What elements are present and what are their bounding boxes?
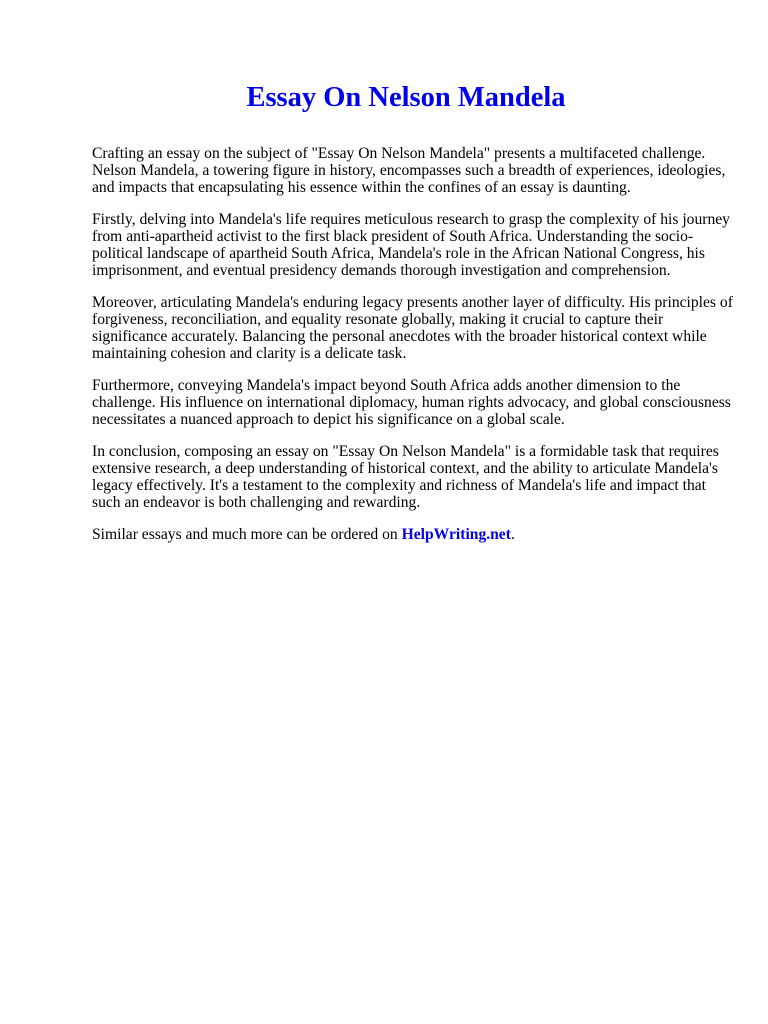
helpwriting-link[interactable]: HelpWriting.net — [401, 526, 511, 543]
paragraph-furthermore: Furthermore, conveying Mandela's impact beyond South Africa adds another dimension to the challenge. His influence on international diplomacy, human rights advocacy, and global consciousness necessitates a nuanced approach to depict his significance on a global scale. — [92, 377, 731, 428]
footer-suffix: . — [510, 526, 515, 543]
essay-body — [92, 145, 736, 558]
paragraph-moreover: Moreover, articulating Mandela's enduring legacy presents another layer of difficulty. His principles of forgiveness, reconciliation, and equality resonate globally, making it crucial to capture their significance accurately. Balancing the personal anecdotes with the broader historical context while maintaining cohesion and clarity is a delicate task. — [92, 294, 733, 362]
paragraph-firstly: Firstly, delving into Mandela's life requires meticulous research to grasp the complexity of his journey from anti-apartheid activist to the first black president of South Africa. Understanding the socio-political landscape of apartheid South Africa, Mandela's role in the African National Congress, his imprisonment, and eventual presidency demands thorough investigation and comprehension. — [92, 211, 730, 279]
footer-text: Similar essays and much more can be ordered on — [92, 526, 402, 543]
page-title: Essay On Nelson Mandela — [246, 82, 566, 113]
paragraph-conclusion: In conclusion, composing an essay on "Essay On Nelson Mandela" is a formidable task that requires extensive research, a deep understanding of historical context, and the ability to articulate Mandela's legacy effectively. It's a testament to the complexity and richness of Mandela's life and impact that such an endeavor is both challenging and rewarding. — [92, 443, 719, 511]
footer-note — [92, 526, 736, 543]
paragraph-intro: Crafting an essay on the subject of "Essay On Nelson Mandela" presents a multifaceted challenge. Nelson Mandela, a towering figure in history, encompasses such a breadth of experiences, ideologies, and impacts that encapsulating his essence within the confines of an essay is daunting. — [92, 145, 726, 196]
